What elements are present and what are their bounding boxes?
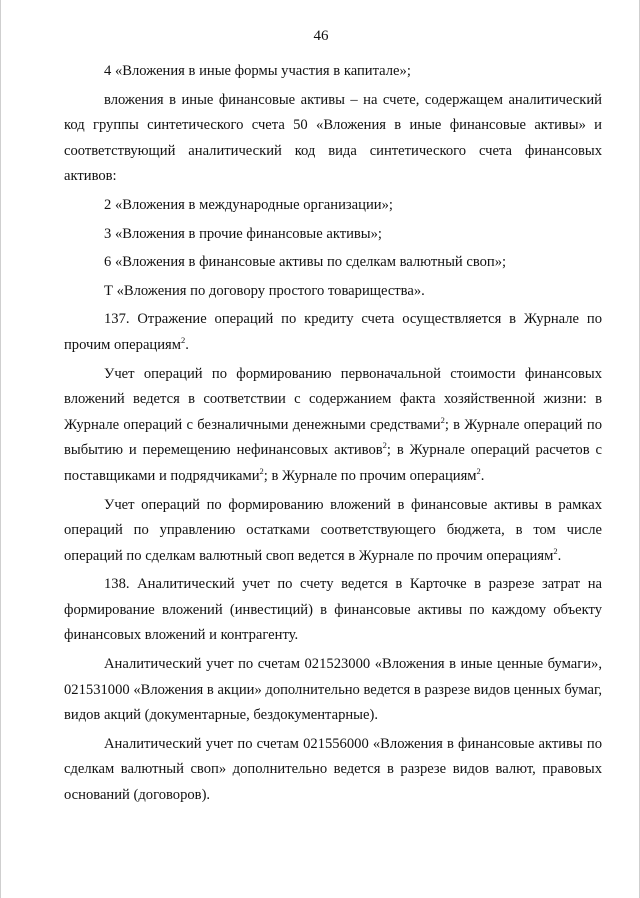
paragraph-item-2 bbox=[64, 193, 602, 219]
paragraph-text: ; в Журнале операций по выбытию и перемещению нефинансовых активов bbox=[64, 416, 602, 459]
paragraph-text: ; в Журнале по прочим операциям bbox=[263, 467, 477, 484]
paragraph-137 bbox=[64, 307, 602, 358]
paragraph-item-t bbox=[64, 279, 602, 305]
paragraph-text: ; в Журнале операций расчетов с поставщиками и подрядчиками bbox=[64, 442, 602, 484]
footnote-ref: 2 bbox=[440, 414, 445, 425]
paragraph-text: 4 «Вложения в иные формы участия в капитале»; bbox=[104, 63, 411, 79]
footnote-ref: 2 bbox=[259, 466, 264, 477]
paragraph-initial-cost bbox=[64, 362, 602, 490]
paragraph-swap-accounts bbox=[64, 732, 602, 809]
paragraph-text: Учет операций по формированию вложений в финансовые активы в рамках операций по управлению остатками соответствующего бюджета, в том числе операций по сделкам валютный своп ведется в Журнале по прочим операциям bbox=[64, 496, 602, 564]
footnote-ref: 2 bbox=[476, 466, 481, 477]
paragraph-text: 2 «Вложения в международные организации»; bbox=[104, 196, 393, 213]
footnote-ref: 2 bbox=[181, 335, 186, 346]
footnote-ref: 2 bbox=[553, 545, 558, 556]
paragraph-item-6 bbox=[64, 250, 602, 276]
paragraph-text: Т «Вложения по договору простого товарищества». bbox=[104, 282, 425, 299]
paragraph-item-3 bbox=[64, 222, 602, 248]
paragraph-securities-accounts bbox=[64, 652, 602, 729]
paragraph-item-4 bbox=[64, 59, 602, 85]
paragraph-text: . bbox=[480, 467, 485, 484]
paragraph-138 bbox=[64, 572, 602, 649]
paragraph-text: 138. Аналитический учет по счету ведется в Карточке в разрезе затрат на формирование вложений (инвестиций) в финансовые активы по каждому объекту финансовых вложений и контрагенту. bbox=[64, 576, 602, 644]
paragraph-text: . bbox=[185, 336, 189, 353]
paragraph-text: 137. Отражение операций по кредиту счета осуществляется в Журнале по прочим операциям bbox=[64, 311, 602, 353]
paragraph-other-financial-assets bbox=[64, 88, 602, 190]
page-number: 46 bbox=[313, 28, 329, 44]
paragraph-text: вложения в иные финансовые активы – на счете, содержащем аналитический код группы синтетического счета 50 «Вложения в иные финансовые активы» и соответствующий аналитический код вида синтетического счета финансовых активов: bbox=[64, 91, 602, 185]
paragraph-text: Аналитический учет по счетам 021556000 «Вложения в финансовые активы по сделкам валютный своп» дополнительно ведется в разрезе видов валют, правовых оснований (договоров). bbox=[64, 735, 602, 804]
footnote-ref: 2 bbox=[382, 440, 387, 451]
paragraph-text: Учет операций по формированию первоначальной стоимости финансовых вложений ведется в соответствии с содержанием факта хозяйственной жизни: в Журнале операций с безналичными денежными средствами bbox=[64, 365, 602, 433]
paragraph-budget-operations bbox=[64, 493, 602, 570]
paragraph-text: 6 «Вложения в финансовые активы по сделкам валютный своп»; bbox=[104, 254, 507, 271]
page-body bbox=[64, 59, 602, 809]
paragraph-text: 3 «Вложения в прочие финансовые активы»; bbox=[104, 225, 382, 242]
paragraph-text: Аналитический учет по счетам 021523000 «Вложения в иные ценные бумаги», 021531000 «Вложения в акции» дополнительно ведется в разрезе видов ценных бумаг, видов акций (документарные, бездокументарные). bbox=[64, 656, 602, 724]
paragraph-text: . bbox=[557, 547, 562, 564]
